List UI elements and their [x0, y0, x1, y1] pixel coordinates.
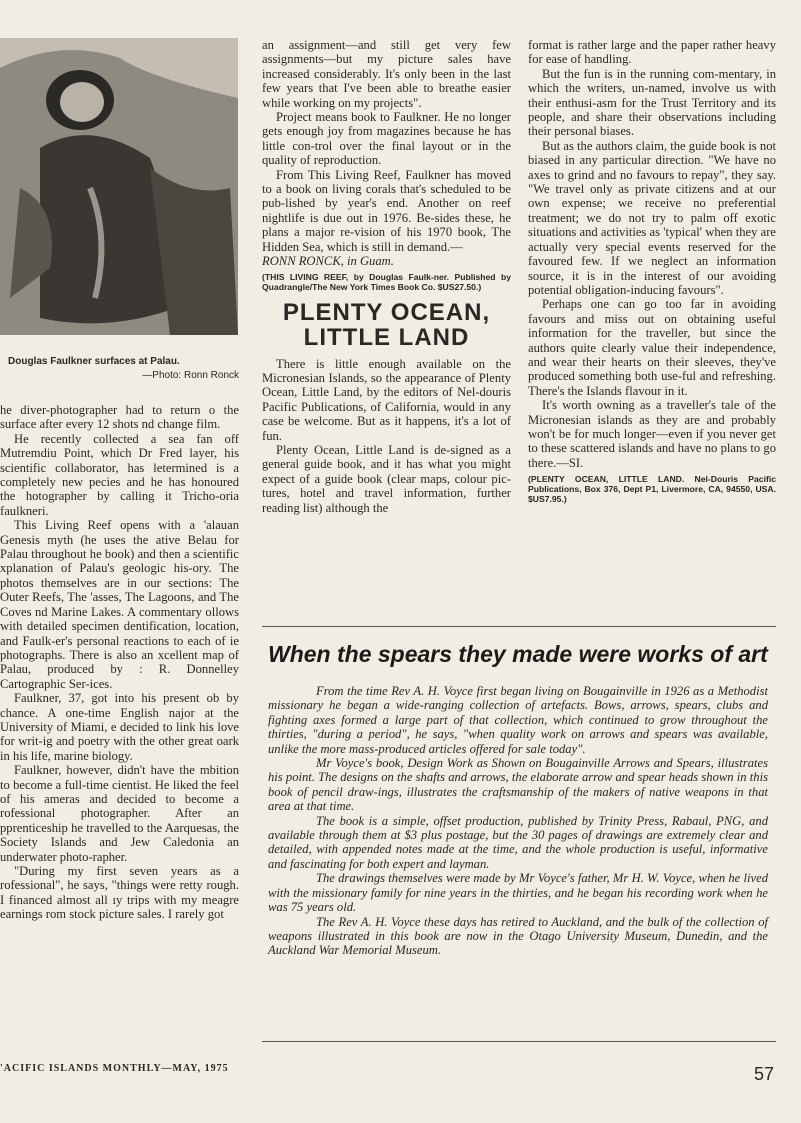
- headline-line1: PLENTY OCEAN,: [282, 298, 491, 326]
- photo-caption: [8, 355, 239, 383]
- spears-paragraph: The drawings themselves were made by Mr Voyce's father, Mr H. W. Voyce, when he lived with the missionary family for nine years in the thirties, and he began his recording work when he was 75 years old.: [268, 871, 768, 915]
- middle-paragraph: From This Living Reef, Faulkner has moved to a book on living corals that's scheduled to be pub-lished by year's end. Another on reef nightlife is due out in 1976. Be-sides these, he plans a major re-vision of his 1970 book, The Hidden Sea, which is still in demand.—: [262, 167, 511, 254]
- right-paragraph: But as the authors claim, the guide book is not biased in any particular direction. "We have no axes to grind and no favours to repay", they say. "We travel only as private citizens and at our own expense; we receive no preferential treatment; we do not try to palm off exotic situations and activities as 'typical' when they are actually very special events reserved for the favoured few. If we neglect an information source, it is in the interest of our avoiding potential obligation-inducing favours".: [528, 138, 776, 297]
- spears-paragraph: Mr Voyce's book, Design Work as Shown on Bougainville Arrows and Spears, illustrates his point. The designs on the shafts and arrows, the elaborate arrow and spear heads shown in this book of pencil draw-ings, illustrates the craftsmanship of the makers of native weapons in that area at that time.: [268, 756, 768, 814]
- left-paragraph: "During my first seven years as a rofessional", he says, "things were retty rough. I financed almost all ıy trips with my meagre earnings rom stock picture sales. I rarely got: [0, 864, 239, 922]
- divider-rule: [262, 1041, 776, 1042]
- byline: RONN RONCK, in Guam.: [262, 254, 394, 269]
- plenty-ocean-headline: [262, 300, 511, 350]
- spears-paragraph: The book is a simple, offset production, published by Trinity Press, Rabaul, PNG, and available through them at $3 plus postage, but the 30 pages of drawings are extremely clear and detailed, with appended notes made at the time, and the whole production is useful, informative and fascinating for both expert and layman.: [268, 813, 768, 871]
- middle-paragraph: an assignment—and still get very few assignments—but my picture sales have increased considerably. It's only been in the last few years that I've been able to breathe easier while working on my projects".: [262, 38, 511, 110]
- left-paragraph: This Living Reef opens with a 'alauan Genesis myth (he uses the ative Belau for Palau throughout he book) and then a scientific xplanation of Palau's geologic his-ory. The photos themselves are in our sections: The Outer Reefs, The 'asses, The Lagoons, and The Coves nd Marine Lakes. A commentary ollows with detailed specimen dentification, location, and Faulk-er's personal reactions to each of ie photographs. There is also an xcellent map of Palau, produced by : R. Donnelley Cartographic Ser-ices.: [0, 518, 239, 691]
- diver-photo: [0, 38, 238, 335]
- caption-title: Douglas Faulkner surfaces at Palau.: [8, 356, 180, 367]
- middle-paragraph: There is little enough available on the Micronesian Islands, so the appearance of Plenty Ocean, Little Land, by the editors of Nel-douris Pacific Publications, of California, would in any case be welcome. But as it happens, it's a lot of fun.: [262, 356, 511, 443]
- middle-column: [262, 38, 511, 515]
- review-credit: (PLENTY OCEAN, LITTLE LAND. Nel-Douris Pacific Publications, Box 376, Dept P1, Livermore, CA, 94550, USA. $US7.95.): [528, 474, 776, 505]
- right-paragraph: But the fun is in the running com-mentary, in which the writers, un-named, involve us with their enthusi-asm for the Trust Territory and its people, and share their observations including their personal biases.: [528, 66, 776, 139]
- spears-paragraph: From the time Rev A. H. Voyce first began living on Bougainville in 1926 as a Methodist missionary he began a wide-ranging collection of artefacts. Bows, arrows, spears, clubs and fighting axes formed a large part of that collection, which continued to grow throughout the thirties, "during a period", he says, "when quality work on arrows and spears was available, unlike the more mass-produced articles offered for sale today".: [268, 684, 768, 756]
- diver-photo-illustration: [0, 38, 238, 335]
- left-column: [0, 403, 239, 922]
- right-paragraph: It's worth owning as a traveller's tale of the Micronesian islands as they are and probably won't be for much longer—even if you never get to these scattered islands and have no plans to go there.—SI.: [528, 398, 776, 470]
- middle-paragraph: Project means book to Faulkner. He no longer gets enough joy from magazines because he has little con-trol over the final layout or in the quality of reproduction.: [262, 110, 511, 168]
- left-paragraph: He recently collected a sea fan off Mutremdiu Point, which Dr Fred layer, his scientific collaborator, has letermined is a completely new pecies and he has honoured the hotographer by calling it Tricho-oria faulkneri.: [0, 431, 239, 518]
- left-paragraph: Faulkner, however, didn't have the mbition to become a full-time cientist. He liked the feel of his ameras and decided to become a rofessional photographer. After an pprenticeship he travelled to the Aarquesas, the Society Islands and Jew Caledonia an underwater photo-rapher.: [0, 763, 239, 864]
- left-paragraph: he diver-photographer had to return o the surface after every 12 shots nd change film.: [0, 403, 239, 432]
- page-number: 57: [754, 1064, 775, 1084]
- left-paragraph: Faulkner, 37, got into his present ob by chance. A one-time English najor at the University of Miami, e decided to link his love for writ-ig and poetry with the other great oark in his life, marine biology.: [0, 691, 239, 763]
- right-paragraph: format is rather large and the paper rather heavy for ease of handling.: [528, 38, 776, 67]
- divider-rule: [262, 626, 776, 627]
- right-column: [528, 38, 776, 504]
- review-credit: (THIS LIVING REEF, by Douglas Faulk-ner. Published by Quadrangle/The New York Times Book Co. $US27.50.): [262, 271, 511, 292]
- spears-article: [268, 640, 768, 958]
- caption-credit: —Photo: Ronn Ronck: [142, 370, 239, 381]
- spears-paragraph: The Rev A. H. Voyce these days has retired to Auckland, and the bulk of the collection of weapons illustrated in this book are now in the Otago University Museum, Dunedin, and the Auckland War Memorial Museum.: [268, 914, 768, 958]
- spears-headline: When the spears they made were works of art: [268, 641, 768, 667]
- publication-footer: 'ACIFIC ISLANDS MONTHLY—MAY, 1975: [0, 1063, 229, 1074]
- middle-paragraph: Plenty Ocean, Little Land is de-signed as a general guide book, and it has what you might expect of a guide book (clear maps, colour pic-tures, hotel and travel information, further reading list) although the: [262, 442, 511, 515]
- right-paragraph: Perhaps one can go too far in avoiding favours and miss out on obtaining useful information for the traveller, but since the authors quite clearly value their independence, and wear their hearts on their sleeves, they've produced something both use-ful and refreshing. There's the Islands flavour in it.: [528, 297, 776, 398]
- headline-line2: LITTLE LAND: [303, 323, 470, 351]
